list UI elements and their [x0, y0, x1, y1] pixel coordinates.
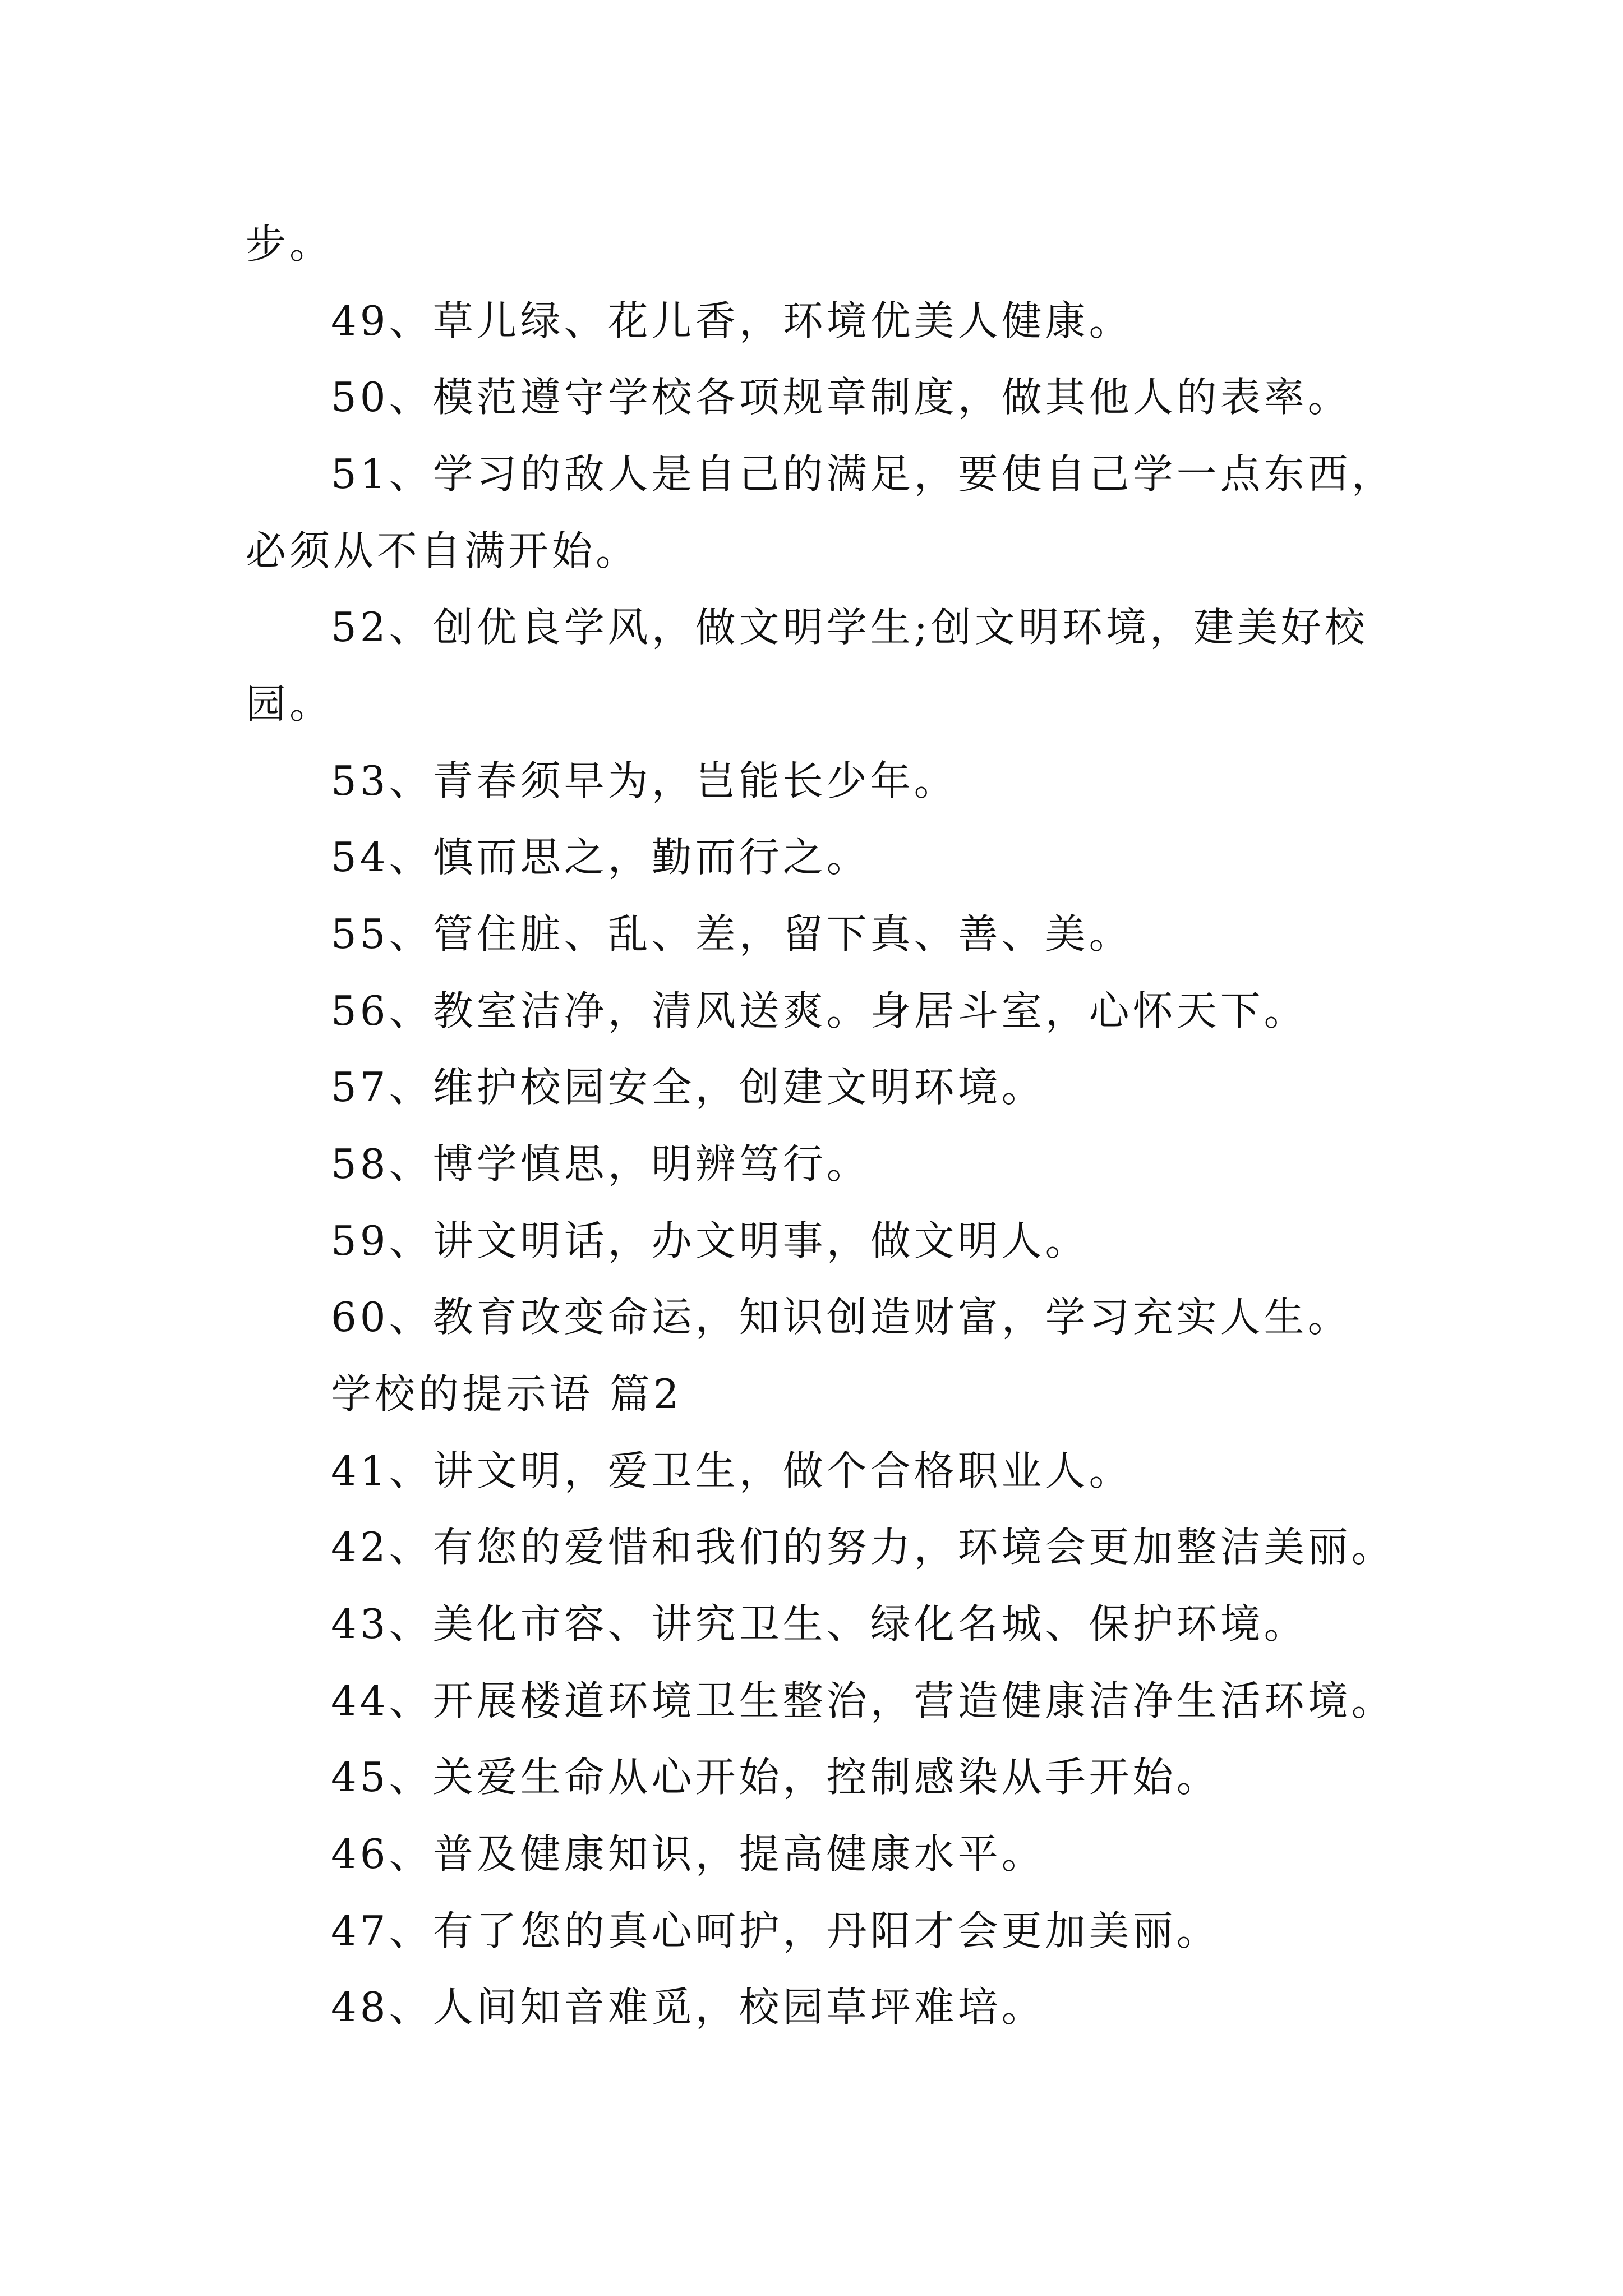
text-line: 50、模范遵守学校各项规章制度，做其他人的表率。 [331, 374, 1352, 421]
text-line: 59、讲文明话，办文明事，做文明人。 [331, 1217, 1089, 1264]
text-line: 57、维护校园安全，创建文明环境。 [331, 1064, 1045, 1111]
text-line: 步。 [246, 220, 334, 268]
text-line: 必须从不自满开始。 [246, 527, 640, 574]
text-line: 48、人间知音难觅，校园草坪难培。 [331, 1984, 1045, 2031]
text-line: 园。 [246, 680, 334, 728]
text-line: 43、美化市容、讲究卫生、绿化名城、保护环境。 [331, 1600, 1308, 1648]
text-line: 42、有您的爱惜和我们的努力，环境会更加整洁美丽。 [331, 1524, 1395, 1571]
text-line: 52、创优良学风，做文明学生;创文明环境，建美好校 [331, 604, 1368, 651]
text-line: 56、教室洁净，清风送爽。身居斗室，心怀天下。 [331, 987, 1308, 1034]
text-line: 58、博学慎思，明辨笃行。 [331, 1140, 870, 1188]
text-line: 53、青春须早为，岂能长少年。 [331, 757, 958, 804]
text-line: 45、关爱生命从心开始，控制感染从手开始。 [331, 1754, 1220, 1801]
text-line: 41、讲文明，爱卫生，做个合格职业人。 [331, 1447, 1133, 1494]
text-line: 49、草儿绿、花儿香，环境优美人健康。 [331, 297, 1133, 344]
text-line: 44、开展楼道环境卫生整治，营造健康洁净生活环境。 [331, 1677, 1395, 1724]
text-line: 55、管住脏、乱、差，留下真、善、美。 [331, 910, 1133, 958]
text-line: 54、慎而思之，勤而行之。 [331, 834, 870, 881]
text-line: 60、教育改变命运，知识创造财富，学习充实人生。 [331, 1294, 1352, 1341]
text-line: 47、有了您的真心呵护，丹阳才会更加美丽。 [331, 1907, 1220, 1954]
section-heading: 学校的提示语 篇2 [331, 1370, 683, 1418]
text-line: 51、学习的敌人是自己的满足，要使自己学一点东西， [331, 450, 1395, 498]
text-line: 46、普及健康知识，提高健康水平。 [331, 1830, 1045, 1878]
